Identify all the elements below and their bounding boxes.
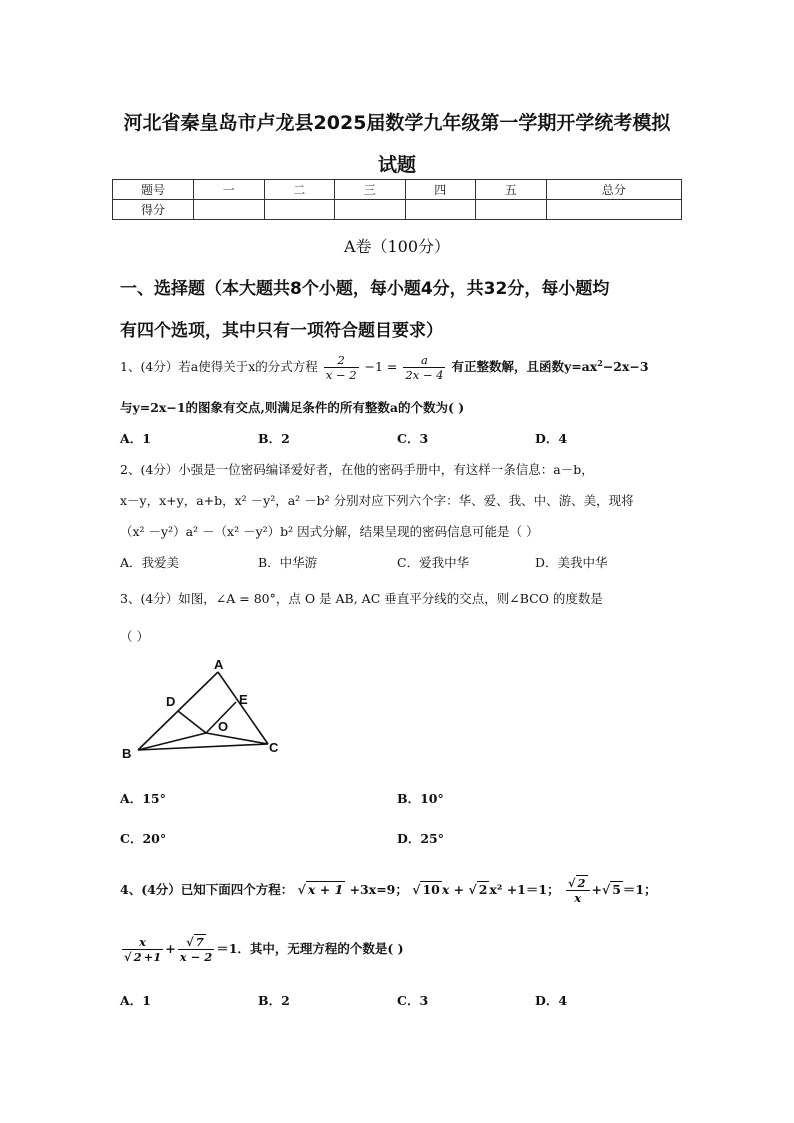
q2-line-1: 2、(4分）小强是一位密码编译爱好者，在他的密码手册中，有这样一条信息：a－b， [120,462,594,477]
q4-eq1-radicand: x + 1 [307,882,344,897]
label-d: D [166,694,176,709]
q2-option-b[interactable]: B．中华游 [258,555,318,570]
score-cell: 三 [335,180,406,200]
q3-line-2: （ ） [120,629,149,644]
q1-option-d[interactable]: D．4 [535,431,568,446]
q1-sup: 2 [597,357,603,368]
q1-option-b[interactable]: B．2 [258,431,290,446]
q4-eq4-fraction-2: $\frac{√ 7}{x - 2}$ [179,935,213,964]
q4-eq3-fraction: $\frac{√ 2}{x}$ [566,876,590,905]
q4-line-2-rest: ＝1．其中，无理方程的个数是( ) [216,941,404,956]
q4-line-1: 4、(4分）已知下面四个方程： √ x + 1 +3x=9； √ 10 x + √ 2 x² +1＝1； $\frac{√ 2}{x}$ +√ 5 ＝1； [120,876,657,905]
segment-do [178,711,206,733]
score-table [112,179,682,220]
q1-frac1-num: 2 [324,353,359,368]
section-a-heading: A卷（100分） [343,237,451,256]
q4-eq4-den-radicand: 2 [133,950,142,964]
q4-eq3-den: x [574,891,582,905]
q4-eq3-num-radicand: 2 [577,876,586,890]
score-table-score-row [113,200,682,220]
score-cell: 二 [264,180,335,200]
segment-oc [206,733,268,744]
score-input-cell[interactable] [546,200,682,220]
q4-eq4-fraction-1: $\frac{x}{√ 2 +1}$ [124,935,162,964]
q4-eq2-radicand-2: 2 [478,882,488,897]
label-o: O [218,719,229,734]
q4-eq4-num: x [122,935,163,950]
score-input-cell[interactable] [405,200,476,220]
q1-line-1 [120,353,649,382]
q4-option-c[interactable]: C．3 [397,993,429,1008]
label-e: E [239,692,248,707]
q1-suffix-2: −2x−3 [602,359,649,374]
q1-fraction-2 [403,353,445,382]
q4-line-2 [120,935,404,964]
title-line-2: 试题 [377,154,416,176]
q1-line-2: 与y=2x−1的图象有交点,则满足条件的所有整数a的个数为( ) [120,400,465,415]
q2-line-3: （x² －y²）a² －（x² －y²）b² 因式分解，结果呈现的密码信息可能是（ ） [120,524,539,539]
label-c: C [269,740,279,755]
q4-eq4-num2-radicand: 7 [195,935,204,949]
q1-frac1-den: x − 2 [325,368,357,382]
q4-eq3-rest: ＝1； [622,882,657,897]
label-b: B [122,746,132,761]
q2-option-a[interactable]: A．我爱美 [120,555,180,570]
score-input-cell[interactable] [335,200,406,220]
q3-option-c[interactable]: C．20° [120,831,167,846]
q3-option-d[interactable]: D．25° [397,831,444,846]
q4-eq4-den-rest: +1 [143,950,162,964]
q4-prefix: 4、(4分）已知下面四个方程： [120,882,294,897]
q1-frac2-den: 2x − 4 [405,368,444,382]
q1-prefix: 1、(4分）若a使得关于x的分式方程 [120,359,318,374]
title-line-1: 河北省秦皇岛市卢龙县2025届数学九年级第一学期开学统考模拟 [123,112,671,134]
q1-mid: −1 = [364,359,398,374]
score-cell: 总分 [546,180,682,200]
q4-eq3-radicand: 5 [612,882,621,897]
q1-frac2-num: a [403,353,445,368]
q4-eq2-mid: x + [441,882,469,897]
q4-option-b[interactable]: B．2 [258,993,290,1008]
q1-option-a[interactable]: A．1 [120,431,151,446]
label-a: A [214,658,224,672]
q4-eq1-rest: +3x=9； [349,882,408,897]
section-1-heading-line-1: 一、选择题（本大题共8个小题，每小题4分，共32分，每小题均 [120,279,610,299]
q4-option-d[interactable]: D．4 [535,993,568,1008]
q4-eq2-rest: x² +1＝1； [489,882,560,897]
q1-fraction-1 [324,353,359,382]
section-1-heading-line-2: 有四个选项，其中只有一项符合题目要求） [120,321,443,341]
score-input-cell[interactable] [264,200,335,220]
score-cell: 五 [476,180,547,200]
q3-option-b[interactable]: B．10° [397,791,444,806]
score-cell: 一 [194,180,265,200]
score-cell: 题号 [113,180,194,200]
q1-suffix: 有正整数解，且函数y=ax [451,359,598,374]
q4-eq2-radicand: 10 [422,882,440,897]
q4-eq3-plus: + [591,882,602,897]
q4-eq4-den-2: x − 2 [179,950,213,964]
score-cell: 得分 [113,200,194,220]
q2-option-d[interactable]: D．美我中华 [535,555,608,570]
score-table-header-row [113,180,682,200]
q4-option-a[interactable]: A．1 [120,993,151,1008]
triangle-figure [118,658,288,768]
q4-eq4-plus: + [165,941,176,956]
score-input-cell[interactable] [476,200,547,220]
q3-line-1: 3、(4分）如图，∠A = 80°，点 O 是 AB, AC 垂直平分线的交点，则∠BCO 的度数是 [120,591,603,606]
q2-line-2: x－y，x+y，a+b，x² －y²，a² －b² 分别对应下列六个字：华、爱、我、中、游、美，现将 [120,493,634,508]
q3-option-a[interactable]: A．15° [120,791,166,806]
q1-option-c[interactable]: C．3 [397,431,429,446]
q2-option-c[interactable]: C．爱我中华 [397,555,470,570]
score-input-cell[interactable] [194,200,265,220]
score-cell: 四 [405,180,476,200]
